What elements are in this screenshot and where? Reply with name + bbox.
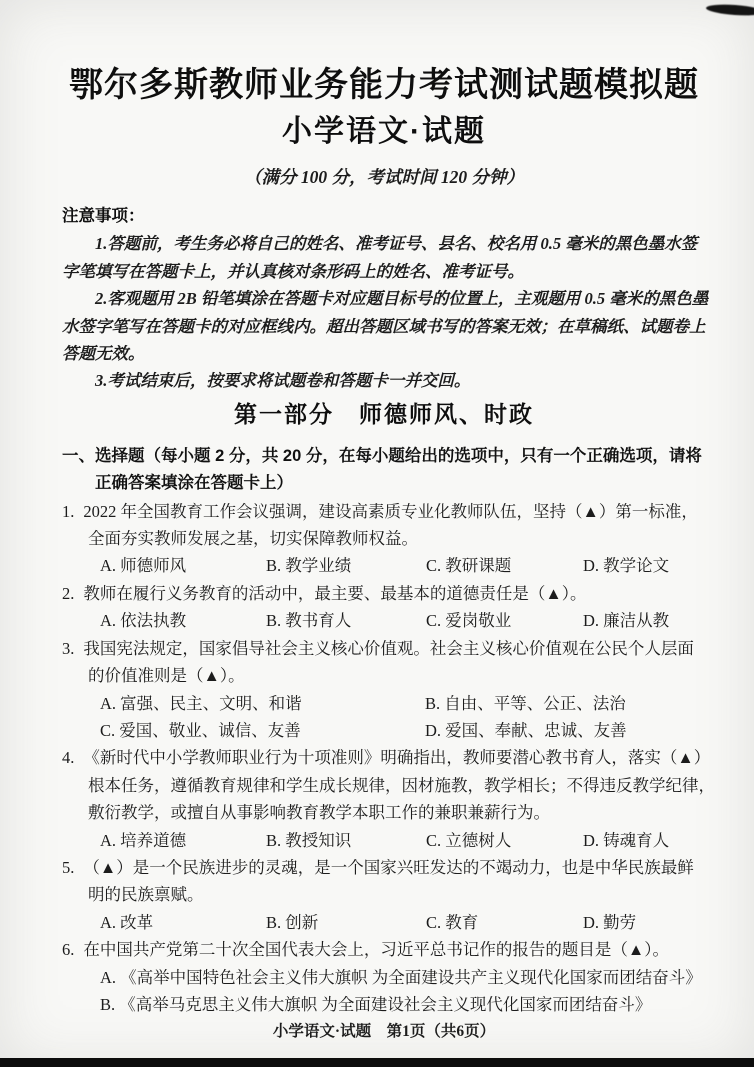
question-4-option-a: A. 培养道德 [100,830,187,850]
page-curl-mark [706,3,754,17]
question-5-options [100,909,706,936]
question-2-number: 2. [62,583,75,603]
notice-p1-line1: 1.答题前，考生务必将自己的姓名、准考证号、县名、校名用 0.5 毫米的黑色墨水签 [95,234,698,254]
question-4-text: 《新时代中小学教师职业行为十项准则》明确指出，教师要潜心教书育人，落实（▲） [83,748,711,768]
question-3-option-c: C. 爱国、敬业、诚信、友善 [100,720,301,740]
question-1-options [100,552,706,579]
question-5-line2: 明的民族禀赋。 [88,885,204,905]
question-6-option-b: B. 《高举马克思主义伟大旗帜 为全面建设社会主义现代化国家而团结奋斗》 [100,994,652,1014]
notice-heading: 注意事项： [62,207,145,225]
question-3-text: 我国宪法规定，国家倡导社会主义核心价值观。社会主义核心价值观在公民个人层面 [83,638,694,658]
question-5-option-b: B. 创新 [266,912,319,932]
notice-p1-line2: 字笔填写在答题卡上，并认真核对条形码上的姓名、准考证号。 [62,261,524,281]
page-footer [62,1019,706,1045]
page-footer-text: 小学语文·试题 第1页（共6页） [272,1023,496,1041]
question-6-options [100,964,706,1019]
question-5-line1 [62,854,706,881]
scan-bottom-edge [0,1058,754,1067]
question-4-option-b: B. 教授知识 [266,830,352,850]
question-2-line1 [62,580,706,607]
page-content [62,0,715,1045]
question-1-option-d: D. 教学论文 [583,556,670,576]
multiple-choice-intro-line1: 一、选择题（每小题 2 分，共 20 分，在每小题给出的选项中，只有一个正确选项，请将 [62,446,702,465]
question-3-line2: 的价值准则是（▲）。 [88,666,245,686]
question-3-line1 [62,635,706,662]
question-5-option-a: A. 改革 [100,912,154,932]
question-1-text: 2022 年全国教育工作会议强调，建设高素质专业化教师队伍，坚持（▲）第一标准， [83,501,698,521]
question-3-option-a: A. 富强、民主、文明、和谐 [100,693,302,713]
question-5-text: （▲）是一个民族进步的灵魂，是一个国家兴旺发达的不竭动力，也是中华民族最鲜 [83,857,694,877]
question-4-options [100,827,706,854]
question-5-number: 5. [62,857,75,877]
notice-p2-line3: 答题无效。 [62,344,145,364]
question-2-text: 教师在履行义务教育的活动中，最主要、最基本的道德责任是（▲）。 [83,583,587,603]
question-2 [62,580,706,635]
question-1 [62,498,706,580]
exam-subtitle: 小学语文·试题 [282,115,486,148]
question-2-option-d: D. 廉洁从教 [583,611,670,631]
question-4-line1 [62,744,711,771]
question-2-option-b: B. 教书育人 [266,611,352,631]
question-3-option-d: D. 爱国、奉献、忠诚、友善 [425,720,627,740]
question-1-option-c: C. 教研课题 [426,556,512,576]
question-6-line1 [62,936,706,963]
question-1-line1 [62,498,706,525]
question-3-option-b: B. 自由、平等、公正、法治 [425,693,626,713]
question-3-number: 3. [62,638,75,658]
question-4-option-c: C. 立德树人 [426,830,512,850]
question-4-line3: 敷衍教学，或擅自从事影响教育教学本职工作的兼职兼薪行为。 [88,803,550,823]
question-6-number: 6. [62,940,75,960]
notice-p3-line1: 3.考试结束后，按要求将试题卷和答题卡一并交回。 [95,371,471,391]
score-duration-line: （满分 100 分，考试时间 120 分钟） [244,167,524,187]
question-6-text: 在中国共产党第二十次全国代表大会上，习近平总书记作的报告的题目是（▲）。 [83,940,669,960]
exam-title: 鄂尔多斯教师业务能力考试测试题模拟题 [69,66,699,104]
multiple-choice-intro-line2: 正确答案填涂在答题卡上） [95,474,293,493]
question-5 [62,854,706,936]
question-5-option-c: C. 教育 [426,912,479,932]
notice-p2-line1: 2.客观题用 2B 铅笔填涂在答题卡对应题目标号的位置上，主观题用 0.5 毫米的黑色墨 [95,289,709,309]
question-4-line2: 根本任务，遵循教育规律和学生成长规律，因材施教，教学相长；不得违反教学纪律， [88,775,715,795]
question-3 [62,635,706,745]
question-2-option-c: C. 爱岗敬业 [426,611,512,631]
question-2-option-a: A. 依法执教 [100,611,187,631]
section-heading: 第一部分 师德师风、时政 [234,400,534,427]
question-1-option-a: A. 师德师风 [100,556,187,576]
question-1-line2: 全面夯实教师发展之基，切实保障教师权益。 [88,529,418,549]
notice-p2-line2: 水签字笔写在答题卡的对应框线内。超出答题区域书写的答案无效；在草稿纸、试题卷上 [62,316,706,336]
question-4 [62,744,715,854]
question-2-options [100,607,706,634]
question-6 [62,936,706,1018]
question-4-number: 4. [62,748,75,768]
question-3-options [100,690,706,745]
question-1-number: 1. [62,501,75,521]
question-4-option-d: D. 铸魂育人 [583,830,670,850]
question-5-option-d: D. 勤劳 [583,912,637,932]
question-1-option-b: B. 教学业绩 [266,556,352,576]
question-6-option-a: A. 《高举中国特色社会主义伟大旗帜 为全面建设共产主义现代化国家而团结奋斗》 [100,967,702,987]
